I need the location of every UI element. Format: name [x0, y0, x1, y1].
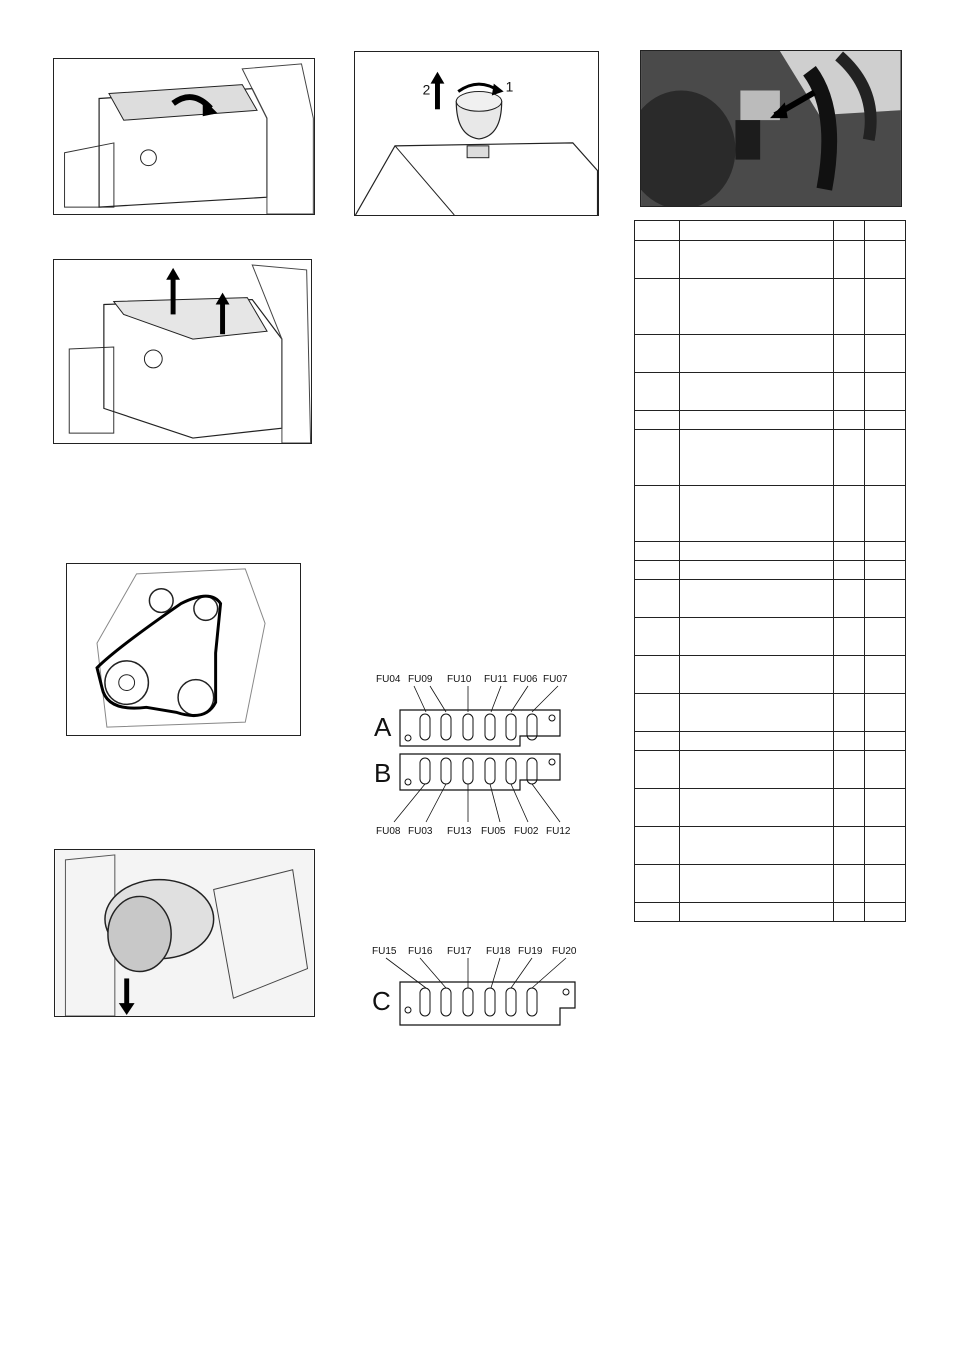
table-cell — [635, 486, 680, 542]
table-row — [635, 221, 906, 241]
fuse-label-FU09: FU09 — [408, 674, 433, 685]
valve-step-2-label: 2 — [422, 81, 431, 98]
table-cell — [834, 561, 865, 580]
table-cell — [635, 335, 680, 373]
table-cell — [865, 335, 906, 373]
table-row — [635, 279, 906, 335]
fuse-label-FU11: FU11 — [484, 674, 508, 685]
table-row — [635, 618, 906, 656]
table-cell — [635, 618, 680, 656]
table-cell — [865, 279, 906, 335]
table-cell — [679, 618, 833, 656]
table-cell — [865, 373, 906, 411]
table-cell — [679, 486, 833, 542]
valve-cap-drawing — [355, 52, 598, 215]
fuse-label-FU06: FU06 — [513, 674, 538, 685]
table-row — [635, 694, 906, 732]
fuse-board-a-letter: A — [374, 712, 392, 742]
table-cell — [679, 694, 833, 732]
table-cell — [635, 221, 680, 241]
table-row — [635, 430, 906, 486]
table-cell — [865, 903, 906, 922]
table-cell — [834, 241, 865, 279]
fuse-label-FU20: FU20 — [552, 946, 577, 957]
table-cell — [635, 241, 680, 279]
fuse-label-FU02: FU02 — [514, 826, 539, 837]
fuse-label-FU05: FU05 — [481, 826, 506, 837]
table-cell — [679, 542, 833, 561]
fuse-label-FU18: FU18 — [486, 946, 511, 957]
table-cell — [635, 580, 680, 618]
table-cell — [635, 694, 680, 732]
fuse-label-FU13: FU13 — [447, 826, 472, 837]
fuse-label-FU04: FU04 — [376, 674, 401, 685]
drive-belt-drawing — [67, 564, 300, 735]
table-cell — [865, 486, 906, 542]
table-cell — [865, 430, 906, 486]
table-row — [635, 827, 906, 865]
table-cell — [865, 561, 906, 580]
table-cell — [679, 221, 833, 241]
table-cell — [834, 656, 865, 694]
table-cell — [679, 732, 833, 751]
table-cell — [834, 789, 865, 827]
table-row — [635, 865, 906, 903]
figure-air-filter-housing — [54, 849, 315, 1017]
table-cell — [635, 561, 680, 580]
table-cell — [679, 789, 833, 827]
air-filter-housing-drawing — [55, 850, 314, 1016]
fuse-label-FU17: FU17 — [447, 946, 472, 957]
table-row — [635, 335, 906, 373]
table-cell — [865, 618, 906, 656]
fuse-label-FU10: FU10 — [447, 674, 472, 685]
table-cell — [635, 827, 680, 865]
table-cell — [834, 373, 865, 411]
table-cell — [865, 221, 906, 241]
table-row — [635, 580, 906, 618]
table-cell — [635, 903, 680, 922]
table-row — [635, 241, 906, 279]
fuse-label-FU07: FU07 — [543, 674, 568, 685]
table-row — [635, 903, 906, 922]
table-cell — [635, 373, 680, 411]
filter-cover-rotate-drawing — [54, 59, 314, 214]
table-cell — [834, 486, 865, 542]
fuse-label-FU08: FU08 — [376, 826, 401, 837]
table-cell — [635, 542, 680, 561]
fuse-label-FU19: FU19 — [518, 946, 543, 957]
table-row — [635, 373, 906, 411]
table-cell — [865, 789, 906, 827]
table-cell — [865, 656, 906, 694]
filter-lift-drawing — [54, 260, 311, 443]
table-cell — [865, 241, 906, 279]
table-cell — [834, 903, 865, 922]
table-cell — [865, 580, 906, 618]
valve-step-1-label: 1 — [505, 78, 514, 95]
table-cell — [834, 542, 865, 561]
fuse-label-FU03: FU03 — [408, 826, 433, 837]
fuse-table — [634, 220, 906, 922]
table-cell — [834, 430, 865, 486]
table-cell — [865, 411, 906, 430]
figure-filter-cover-rotate — [53, 58, 315, 215]
table-row — [635, 751, 906, 789]
table-row — [635, 411, 906, 430]
table-row — [635, 656, 906, 694]
table-cell — [679, 580, 833, 618]
table-cell — [865, 542, 906, 561]
table-cell — [679, 561, 833, 580]
fuse-table-body — [635, 221, 906, 922]
table-cell — [679, 751, 833, 789]
table-cell — [679, 827, 833, 865]
table-cell — [635, 430, 680, 486]
fuse-board-c — [370, 940, 585, 1030]
figure-filter-lift — [53, 259, 312, 444]
table-cell — [865, 732, 906, 751]
figure-fuse-box-location-photo — [640, 50, 902, 207]
fuse-label-FU15: FU15 — [372, 946, 397, 957]
table-cell — [865, 694, 906, 732]
table-cell — [834, 827, 865, 865]
fuse-box-location-photo-drawing — [641, 51, 901, 206]
figure-drive-belt — [66, 563, 301, 736]
fuse-label-FU12: FU12 — [546, 826, 571, 837]
table-cell — [834, 732, 865, 751]
table-cell — [679, 430, 833, 486]
fuse-board-b-letter: B — [374, 758, 392, 788]
table-cell — [635, 751, 680, 789]
table-cell — [834, 751, 865, 789]
fuse-label-FU16: FU16 — [408, 946, 433, 957]
table-cell — [635, 279, 680, 335]
table-cell — [865, 827, 906, 865]
table-cell — [834, 694, 865, 732]
table-cell — [635, 411, 680, 430]
table-cell — [865, 865, 906, 903]
table-cell — [635, 656, 680, 694]
table-row — [635, 486, 906, 542]
table-cell — [635, 732, 680, 751]
table-cell — [635, 789, 680, 827]
table-cell — [679, 279, 833, 335]
table-row — [635, 732, 906, 751]
table-cell — [865, 751, 906, 789]
fuse-board-ab — [370, 670, 585, 840]
table-cell — [834, 411, 865, 430]
table-row — [635, 561, 906, 580]
figure-valve-cap — [354, 51, 599, 216]
fuse-board-c-letter: C — [372, 986, 391, 1016]
table-cell — [635, 865, 680, 903]
table-cell — [679, 373, 833, 411]
table-cell — [679, 411, 833, 430]
table-cell — [834, 221, 865, 241]
table-cell — [679, 903, 833, 922]
table-cell — [834, 865, 865, 903]
table-cell — [834, 618, 865, 656]
table-row — [635, 789, 906, 827]
table-cell — [679, 241, 833, 279]
table-cell — [679, 656, 833, 694]
table-row — [635, 542, 906, 561]
table-cell — [679, 335, 833, 373]
table-cell — [834, 279, 865, 335]
table-cell — [834, 580, 865, 618]
table-cell — [834, 335, 865, 373]
table-cell — [679, 865, 833, 903]
